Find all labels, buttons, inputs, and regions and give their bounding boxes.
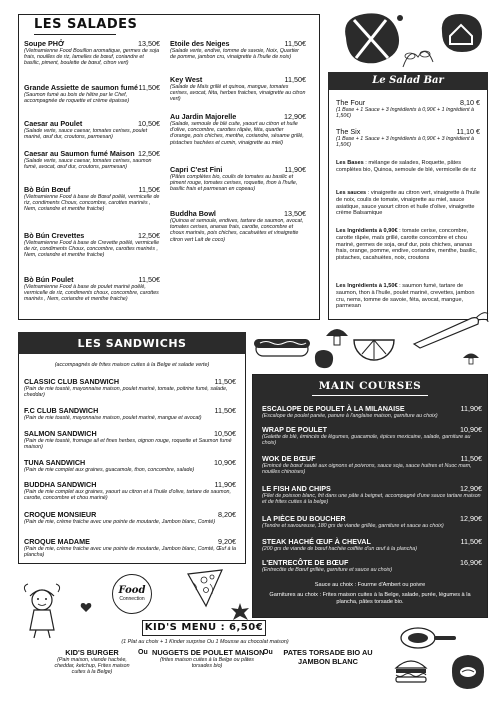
burger-icon xyxy=(394,656,428,684)
kids-choice-1-name: KID'S BURGER xyxy=(65,648,119,657)
menu-item xyxy=(262,454,482,475)
menu-item-price: 8,20€ xyxy=(218,510,236,519)
menu-item-name: CROQUE MADAME xyxy=(24,537,90,546)
menu-item-desc: (Vietnamienne Food à base de poulet mariné poêlé, vermicelle de riz, condiments choux, concombre, carottes marinés , Nem, coriandre et menthe fraiche) xyxy=(24,284,159,303)
saladbar-sauces xyxy=(336,190,480,217)
menu-item-desc: (Pain de mie, crème fraiche avec une pointe de moutarde, Jambon blanc, Comté, Œuf à la plancha) xyxy=(24,546,236,559)
menu-item-price: 11,50€ xyxy=(138,83,160,92)
menu-item-desc: (Emincé de bœuf sauté aux oignons et poivrons, sauce soja, sauce huitres et Nuoc mam, nouilles chinoises) xyxy=(262,463,472,476)
coffee-splash-icon xyxy=(448,652,488,692)
girl-doodle-icon xyxy=(20,580,64,640)
menu-item xyxy=(24,231,160,259)
menu-item-name: Bò Bún Crevettes xyxy=(24,231,85,240)
menu-item-desc: (Entrecôte de Bœuf grillée, garniture et sauce au choix) xyxy=(262,567,393,573)
menu-item-desc: (Pain de mie toasté, fromage ail et fines herbes, oignon rouge, roquette et Saumon fumé maison) xyxy=(24,438,232,451)
menu-item-name: L'ENTRECÔTE DE BŒUF xyxy=(262,558,349,567)
menu-item-desc: (Quinoa et semoule, endives, tartare de saumon, avocat, tomates cerises, ananas frais, carotte, concombre et choux marinés, pois chiches, cacahuètes et vinaigrette citron vert Lait de coco) xyxy=(170,218,304,243)
menu-item-price: 12,90€ xyxy=(460,514,482,523)
menu-item-name: Caesar au Saumon fumé Maison xyxy=(24,149,135,158)
menu-item-name: Soupe PHỞ xyxy=(24,39,65,48)
menu-item xyxy=(262,404,482,419)
menu-item-desc: (Salade de Maïs grillé et quinoa, mangue, tomates cerises, avocat, féta, herbes fraiches, vinaigrette au citron vert) xyxy=(170,84,306,103)
menu-item-desc: (Pain de mie toasté, mayonnaise maison, poulet mariné, mangue et avocat) xyxy=(24,415,202,421)
menu-item-name: BUDDHA SANDWICH xyxy=(24,480,97,489)
menu-item-price: 11,50€ xyxy=(460,454,482,463)
kids-choice-2 xyxy=(152,648,265,670)
main-sauce-note: Sauce au choix : Fourme d'Ambert ou poivre xyxy=(314,582,426,588)
menu-item-price: 13,50€ xyxy=(284,209,306,218)
menu-item-desc: (Escalope de poulet panée, panure à l'anglaise maison, garniture au choix) xyxy=(262,413,438,419)
saladbar-ing090-label: Les Ingrédients à 0,90€ xyxy=(336,228,398,234)
saladbar-bases-text: : mélange de salades, Roquette, pâtes complètes bio, Quinoa, semoule de blé, vermicelle de riz xyxy=(336,160,477,173)
house-splash-icon xyxy=(436,10,486,55)
saladbar-six-name: The Six xyxy=(336,127,361,136)
menu-item-price: 12,50€ xyxy=(138,149,160,158)
menu-item xyxy=(262,484,482,505)
menu-item-price: 11,90€ xyxy=(214,480,236,489)
menu-item-name: Bò Bún Bœuf xyxy=(24,185,71,194)
carrot-icon xyxy=(410,310,490,350)
menu-item-name: Caesar au Poulet xyxy=(24,119,83,128)
menu-item-desc: (Vietnamienne Food à base de Bœuf poêlé, vermicelle de riz, condiments Choux, concombre, carottes marinés , Nem, coriandre et menthe fraiche) xyxy=(24,194,160,213)
menu-item-name: LE FISH AND CHIPS xyxy=(262,484,331,493)
menu-item xyxy=(24,377,236,398)
saladbar-ing090 xyxy=(336,228,480,262)
menu-item-desc: (Pain de mie complet aux graines, guacamole, thon, concombre, salade) xyxy=(24,467,195,473)
main-garn-note: Garnitures au choix : Frites maison cuites à la Belge, salade, purée, légumes à la plancha, pâtes torsade bio. xyxy=(269,592,471,605)
saladbar-bases-label: Les Bases xyxy=(336,160,364,166)
saladbar-six-price: 11,10 € xyxy=(456,127,480,136)
menu-item xyxy=(24,458,236,473)
kids-choice-2-name: NUGGETS DE POULET MAISON xyxy=(152,648,265,657)
menu-item xyxy=(24,537,236,558)
menu-item-desc: (Salade verte, sauce caesar, tomates cerises, poulet mariné, œuf dur, croutons, parmesan) xyxy=(24,128,148,141)
menu-item-name: LA PIÈCE DU BOUCHER xyxy=(262,514,346,523)
lemon-slice-icon xyxy=(352,334,396,364)
main-title: MAIN COURSES xyxy=(318,380,422,392)
menu-item xyxy=(24,406,236,421)
menu-item-name: Buddha Bowl xyxy=(170,209,216,218)
blob-decor-icon xyxy=(312,348,336,370)
menu-item xyxy=(24,83,160,104)
menu-item-name: WOK DE BŒUF xyxy=(262,454,316,463)
menu-item-price: 10,50€ xyxy=(214,429,236,438)
heart-icon xyxy=(80,602,92,613)
menu-item xyxy=(24,510,236,525)
menu-item-price: 11,50€ xyxy=(284,75,306,84)
menu-item-price: 11,50€ xyxy=(138,185,160,194)
kids-title: KID'S MENU : 6,50€ xyxy=(144,622,264,633)
menu-item-price: 10,50€ xyxy=(138,119,160,128)
kids-note: (1 Plat au choix + 1 Kinder surprise Ou 1 Mousse au chocolat maison) xyxy=(121,639,289,645)
mushroom-icon xyxy=(324,324,350,348)
food-connection-logo xyxy=(112,574,152,614)
menu-item xyxy=(170,165,306,193)
salades-title-underline xyxy=(34,34,116,35)
menu-item-desc: (Filet de poisson blanc, frit dans une pâte à beignet, accompagné d'une sauce tartare maison et de frites cuites à la belge) xyxy=(262,493,481,506)
kids-choice-1 xyxy=(50,648,134,676)
menu-item-name: CLASSIC CLUB SANDWICH xyxy=(24,377,120,386)
kids-choice-3 xyxy=(280,648,376,666)
kids-choice-3-name: PATES TORSADE BIO AU JAMBON BLANC xyxy=(283,648,373,666)
salades-title: LES SALADES xyxy=(34,17,138,32)
saladbar-ing150-label: Les Ingrédients à 1,50€ xyxy=(336,283,398,289)
menu-item-name: Bò Bún Poulet xyxy=(24,275,74,284)
hotdog-icon xyxy=(252,332,312,362)
main-title-underline xyxy=(312,395,428,396)
logo-line2: Connection xyxy=(119,596,145,602)
menu-item xyxy=(24,429,236,450)
pizza-slice-icon xyxy=(184,568,226,608)
saladbar-ing150 xyxy=(336,283,480,310)
menu-item xyxy=(24,39,160,67)
menu-item-name: STEAK HACHÉ ŒUF À CHEVAL xyxy=(262,537,371,546)
sandwichs-title: LES SANDWICHS xyxy=(77,337,187,350)
saladbar-title: Le Salad Bar xyxy=(372,75,444,86)
saladbar-four xyxy=(336,98,480,119)
menu-item-price: 11,50€ xyxy=(284,39,306,48)
menu-item-price: 16,90€ xyxy=(460,558,482,567)
menu-item-name: Grande Assiette de saumon fumé xyxy=(24,83,138,92)
menu-item-name: Au Jardin Majorelle xyxy=(170,112,237,121)
saladbar-bases xyxy=(336,160,480,174)
menu-item-price: 12,50€ xyxy=(138,231,160,240)
menu-item-desc: (Saumon fumé au bois de hêtre par le Chef, accompagnée de roquette et crème épaisse) xyxy=(24,92,130,105)
menu-item-name: SALMON SANDWICH xyxy=(24,429,97,438)
saladbar-ing090-text: : tomate cerise, concombre, carotte râpée, maïs grillé, carotte concombre et chou mariné, germes de soja, œuf dur, pois chiches, ananas frais, orange, pomme, endive, coriandre, menthe, basilic, pistaches, cacahuètes, noix, croutons xyxy=(336,228,477,262)
menu-item-name: WRAP DE POULET xyxy=(262,425,327,434)
menu-item-desc: (Galette de blé, émincés de légumes, guacamole, épices mexicaine, salade, garniture au choix) xyxy=(262,434,471,447)
kids-or-1: Ou xyxy=(138,649,148,656)
menu-item-desc: (Pain de mie complet aux graines, yaourt au citron et à l'huile d'olive, tartare de saumon, carotte, concombre et chou mariné) xyxy=(24,489,231,502)
fork-knife-splash-icon xyxy=(336,8,406,68)
menu-item-name: ESCALOPE DE POULET À LA MILANAISE xyxy=(262,404,405,413)
menu-item-name: Etoile des Neiges xyxy=(170,39,230,48)
menu-item xyxy=(24,149,160,170)
menu-item xyxy=(262,537,482,552)
menu-item xyxy=(170,112,306,146)
menu-item xyxy=(262,425,482,446)
menu-item-price: 10,90€ xyxy=(460,425,482,434)
menu-item-desc: (Pain de mie, crème fraiche avec une pointe de moutarde, Jambon blanc, Comté) xyxy=(24,519,216,525)
menu-item xyxy=(24,480,236,501)
menu-item-name: F.C CLUB SANDWICH xyxy=(24,406,99,415)
menu-item-desc: (Vietnamienne Food à base de Crevette poêlé, vermicelle de riz, condiments Choux, concombre, carottes marinés , Nem, coriandre et menthe fraiche) xyxy=(24,240,160,259)
menu-item-desc: (Vietnamienne Food Bouillon aromatique, germes de soja frais, nouilles de riz, lamelles de bœuf, coriandre et basilic, piment, boulette de bœuf, citron vert) xyxy=(24,48,160,67)
menu-item xyxy=(170,75,306,103)
menu-item-price: 11,90€ xyxy=(460,404,482,413)
kids-choice-1-desc: (Pain maison, viande hachée, cheddar, ketchup, Frites maison cuites à la Belge) xyxy=(54,657,130,676)
menu-item-desc: (Pâtes complètes bio, coulis de tomates au basilic et piment rouge, tomates cerises, roquette, thon à l'huile, basilic frais et parmesan en copeau) xyxy=(170,174,298,193)
menu-item xyxy=(24,119,160,140)
menu-item xyxy=(170,209,306,243)
sandwichs-note: (accompagnés de frites maison cuites à la Belge et salade verte) xyxy=(54,362,210,368)
saladbar-six-desc: (1 Base + 1 Sauce + 3 Ingrédients à 0,90€ + 3 Ingrédient à 1,50€) xyxy=(336,136,474,149)
menu-item xyxy=(24,275,160,303)
menu-item-price: 10,90€ xyxy=(214,458,236,467)
menu-item xyxy=(262,558,482,573)
menu-item-price: 11,50€ xyxy=(138,275,160,284)
menu-item-price: 11,50€ xyxy=(460,537,482,546)
herbs-icon xyxy=(398,42,438,72)
saladbar-six xyxy=(336,127,480,148)
menu-item xyxy=(170,39,306,60)
menu-item-price: 12,90€ xyxy=(460,484,482,493)
menu-item-price: 11,90€ xyxy=(284,165,306,174)
saladbar-four-name: The Four xyxy=(336,98,366,107)
menu-item-desc: (Pain de mie toasté, mayonnaise maison, poulet mariné, tomate, poitrine fumé, salade, cheddar) xyxy=(24,386,228,399)
menu-item-name: TUNA SANDWICH xyxy=(24,458,86,467)
menu-item-price: 11,50€ xyxy=(214,377,236,386)
saladbar-four-price: 8,10 € xyxy=(460,98,480,107)
menu-item-name: Capri C'est Fini xyxy=(170,165,223,174)
logo-line1: Food xyxy=(118,585,146,596)
menu-item-desc: (Tendre et savoureuse, 180 grs de viande grillée, garniture et sauce au choix) xyxy=(262,523,444,529)
menu-item-price: 13,50€ xyxy=(138,39,160,48)
menu-item-desc: (Salade verte, endive, tomme de savoie, Noix, Quartier de pomme, jambon cru, vinaigrette à l'huile de noix) xyxy=(170,48,299,61)
menu-item-name: CROQUE MONSIEUR xyxy=(24,510,97,519)
kids-choice-2-desc: (frites maison cuites à la Belge ou pâtes torsades bio) xyxy=(160,657,254,670)
menu-item xyxy=(262,514,482,529)
menu-item-price: 12,90€ xyxy=(284,112,306,121)
kids-or-2: Ou xyxy=(263,649,273,656)
menu-item-name: Key West xyxy=(170,75,203,84)
mushroom-small-icon xyxy=(462,350,480,366)
menu-item xyxy=(24,185,160,213)
pan-icon xyxy=(398,624,458,652)
menu-item-desc: (200 grs de viande de bœuf hachée coiffée d'un œuf à la plancha) xyxy=(262,546,418,552)
saladbar-sauces-text: : vinaigrette au citron vert, vinaigrette à l'huile de noix, coulis de tomate, vinaigrette au miel, sauce asiatique, sauce yaourt citron et huile d'olive, vinaigrette crème Balsamique xyxy=(336,190,480,217)
menu-item-desc: (Salade verte, sauce caesar, tomates cerises, saumon fumé, avocat, œuf dur, croutons, parmesan) xyxy=(24,158,152,171)
star-splat-icon xyxy=(230,602,250,622)
saladbar-four-desc: (1 Base + 1 Sauce + 3 Ingrédients à 0,90€ + 1 Ingrédient à 1,50€) xyxy=(336,107,474,120)
saladbar-sauces-label: Les sauces xyxy=(336,190,367,196)
menu-item-price: 9,20€ xyxy=(218,537,236,546)
saladbar-ing150-text: : saumon fumé, tartare de saumon, thon à l'huile, poulet mariné, crevettes, jambon cru, nems, tomme de savoie, féta, avocat, mangue, parmesan xyxy=(336,283,475,310)
menu-item-price: 11,50€ xyxy=(214,406,236,415)
menu-item-desc: (Salade, semoule de blé cuite, yaourt au citron et huile d'olive, concombre, carottes râpée, féta, quartier d'orange, pois chiches, menthe, coriandre, sésame grillé, pistaches hachées et cumin, vinaigrette au miel) xyxy=(170,121,304,146)
